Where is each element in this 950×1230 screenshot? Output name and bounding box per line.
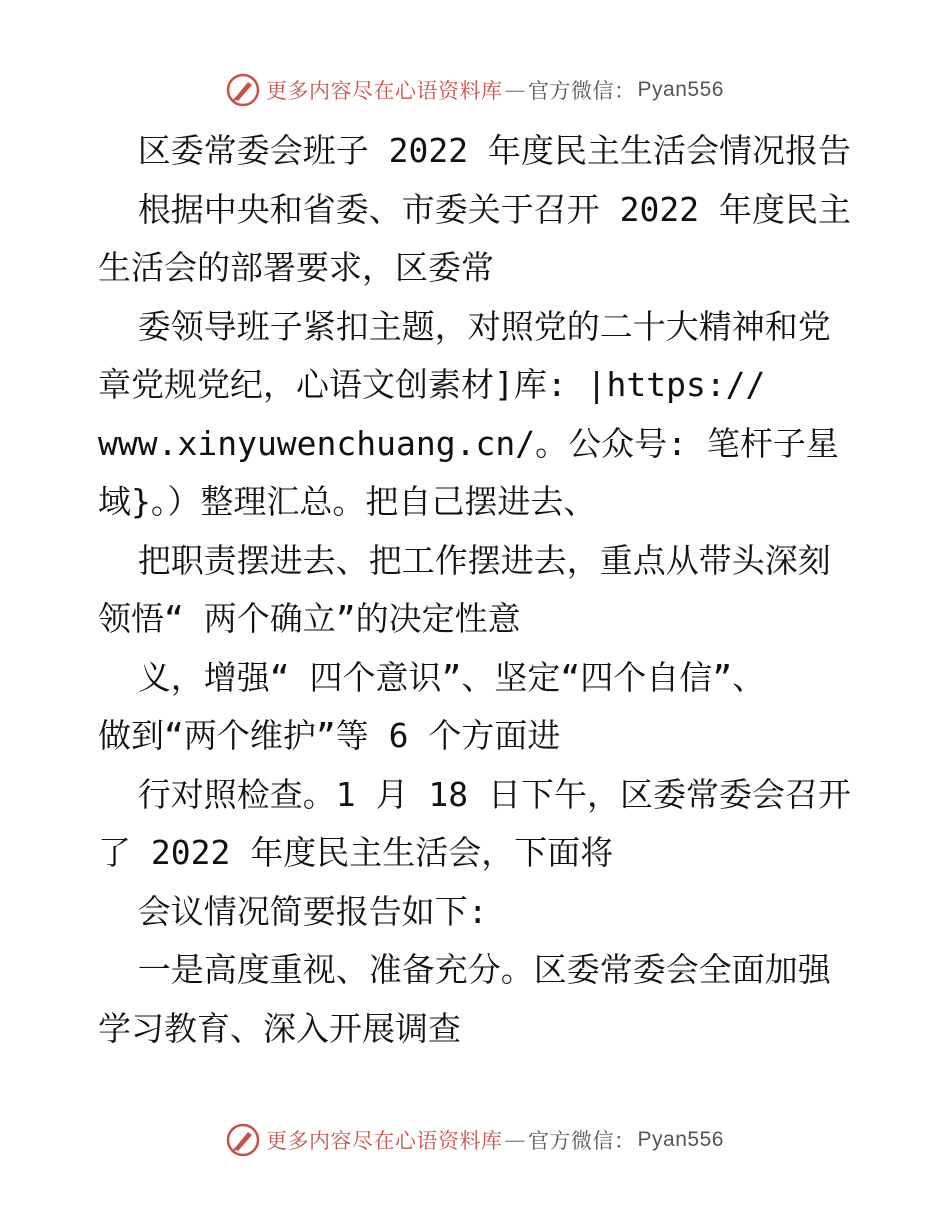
- doc-line: 了 2022 年度民主生活会，下面将: [98, 833, 614, 872]
- quill-logo-icon: [226, 1123, 260, 1157]
- watermark-wechat-label: 官方微信：: [528, 79, 636, 103]
- doc-line: 行对照检查。1 月 18 日下午，区委常委会召开: [98, 774, 851, 814]
- doc-line: 义，增强“ 四个意识”、坚定“四个自信”、: [98, 657, 766, 697]
- doc-line: 做到“两个维护”等 6 个方面进: [98, 716, 561, 755]
- doc-line: 章党规党纪，心语文创素材]库: |https://: [98, 365, 766, 404]
- doc-title: 区委常委会班子 2022 年度民主生活会情况报告: [98, 131, 851, 170]
- quill-logo-icon: [226, 73, 260, 107]
- watermark-brand: 更多内容尽在心语资料库: [266, 79, 503, 103]
- watermark-wechat-id: Pyan556: [637, 1128, 724, 1151]
- doc-line: 把职责摆进去、把工作摆进去，重点从带头深刻: [98, 540, 831, 580]
- doc-line: www.xinyuwenchuang.cn/。公众号: 笔杆子星: [98, 423, 839, 463]
- doc-line: 根据中央和省委、市委关于召开 2022 年度民主: [98, 189, 851, 229]
- doc-line: 生活会的部署要求，区委常: [98, 248, 494, 287]
- watermark-wechat-label: 官方微信：: [528, 1129, 636, 1153]
- doc-line: 会议情况简要报告如下:: [98, 891, 488, 931]
- footer-watermark: [0, 1120, 950, 1160]
- doc-line: 领悟“ 两个确立”的决定性意: [98, 599, 521, 638]
- watermark-separator: —: [504, 78, 527, 102]
- watermark-separator: —: [504, 1128, 527, 1152]
- document-body: [98, 122, 858, 1058]
- watermark-wechat-id: Pyan556: [637, 78, 724, 101]
- watermark-brand: 更多内容尽在心语资料库: [266, 1129, 503, 1153]
- doc-line: 委领导班子紧扣主题，对照党的二十大精神和党: [98, 306, 831, 346]
- doc-line: 学习教育、深入开展调查: [98, 1008, 461, 1048]
- doc-line: 一是高度重视、准备充分。区委常委会全面加强: [98, 950, 831, 989]
- doc-line: 域}。）整理汇总。把自己摆进去、: [98, 482, 597, 521]
- header-watermark: [0, 70, 950, 110]
